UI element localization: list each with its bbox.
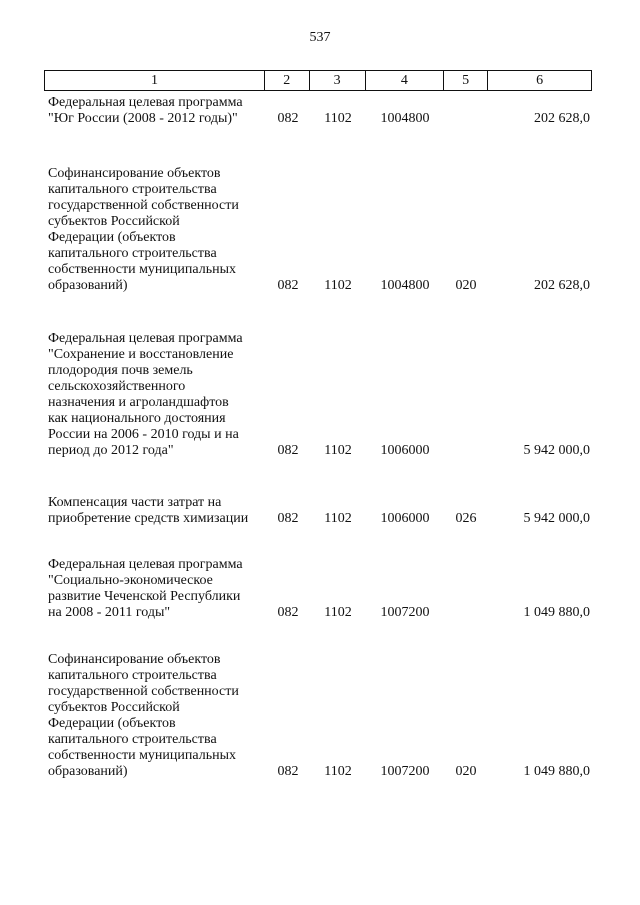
section-code: 1102: [324, 511, 352, 526]
table-row: [44, 95, 592, 127]
amount: 1 049 880,0: [523, 605, 590, 620]
column-header-table: [44, 70, 592, 91]
ministry-code: 082: [277, 278, 299, 293]
page-number: 537: [309, 30, 331, 45]
amount: 202 628,0: [534, 278, 590, 293]
row-description: Софинансирование объектов капитального строительства государственной собственности субъектов Российской Федерации (объектов капитального строительства собственности муниципальных образований): [48, 166, 239, 293]
section-code: 1102: [324, 764, 352, 779]
target-article-code: 1004800: [380, 111, 430, 126]
row-description: Софинансирование объектов капитального строительства государственной собственности субъектов Российской Федерации (объектов капитального строительства собственности муниципальных образований): [48, 652, 239, 779]
amount: 5 942 000,0: [523, 443, 590, 458]
ministry-code: 082: [277, 764, 299, 779]
row-description: Компенсация части затрат на приобретение средств химизации: [48, 495, 249, 526]
table-row: [44, 166, 592, 294]
ministry-code: 082: [277, 511, 299, 526]
row-description: Федеральная целевая программа "Юг России (2008 - 2012 годы)": [48, 95, 243, 126]
section-code: 1102: [324, 111, 352, 126]
amount: 1 049 880,0: [523, 764, 590, 779]
section-code: 1102: [324, 605, 352, 620]
target-article-code: 1004800: [380, 278, 430, 293]
column-header-2: 2: [265, 71, 309, 91]
column-header-3: 3: [309, 71, 365, 91]
target-article-code: 1007200: [380, 605, 430, 620]
ministry-code: 082: [277, 443, 299, 458]
section-code: 1102: [324, 278, 352, 293]
row-description: Федеральная целевая программа "Сохранение и восстановление плодородия почв земель сельскохозяйственного назначения и агроландшафтов как национального достояния России на 2006 - 2010 годы и на период до 2012 года": [48, 331, 243, 458]
column-header-6: 6: [488, 71, 592, 91]
target-article-code: 1006000: [380, 443, 430, 458]
ministry-code: 082: [277, 605, 299, 620]
table-row: [44, 652, 592, 780]
amount: 5 942 000,0: [523, 511, 590, 526]
table-row: [44, 495, 592, 527]
ministry-code: 082: [277, 111, 299, 126]
target-article-code: 1007200: [380, 764, 430, 779]
section-code: 1102: [324, 443, 352, 458]
table-row: [44, 557, 592, 621]
expense-type-code: 020: [455, 764, 477, 779]
amount: 202 628,0: [534, 111, 590, 126]
table-row: [44, 331, 592, 459]
expense-type-code: 020: [455, 278, 477, 293]
row-description: Федеральная целевая программа "Социально-экономическое развитие Чеченской Республики на 2008 - 2011 годы": [48, 557, 243, 620]
column-header-1: 1: [45, 71, 265, 91]
column-header-5: 5: [443, 71, 487, 91]
expense-type-code: 026: [455, 511, 477, 526]
column-header-row: [45, 71, 592, 91]
column-header-4: 4: [365, 71, 443, 91]
target-article-code: 1006000: [380, 511, 430, 526]
